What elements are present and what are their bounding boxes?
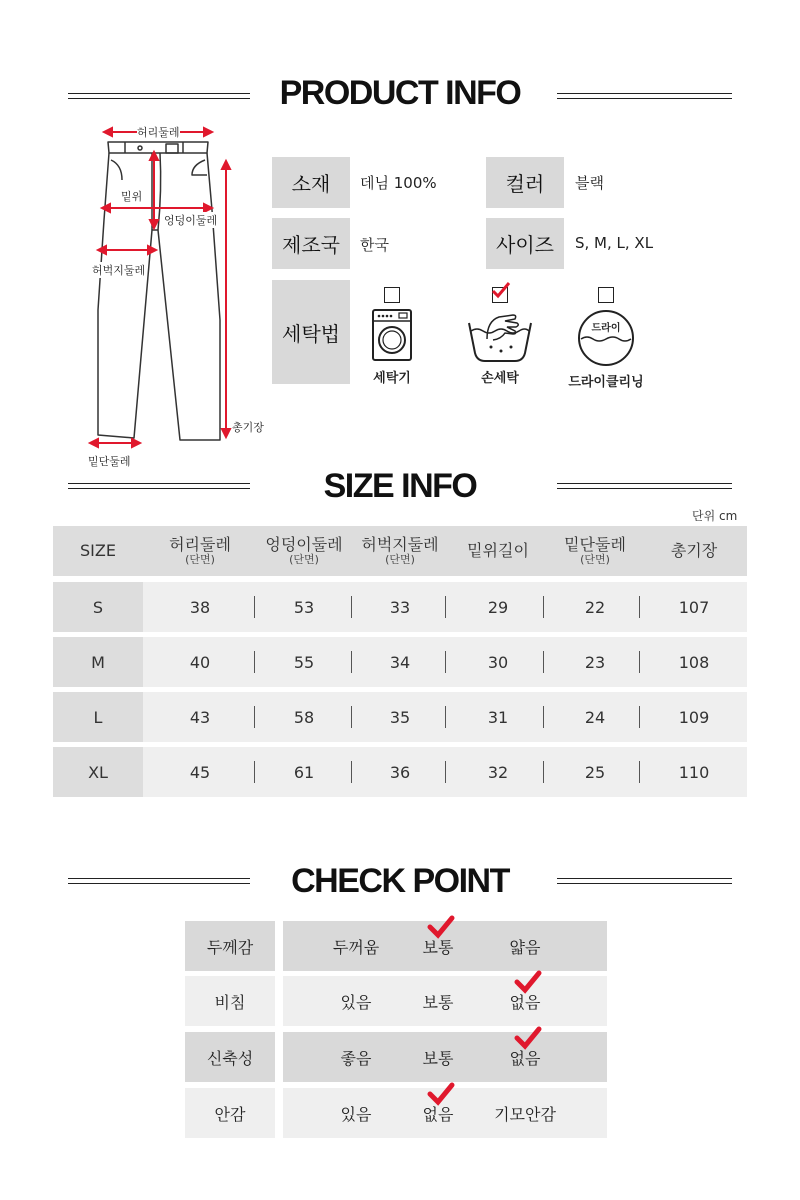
header-size: SIZE [80,541,116,560]
value-cell: 22 [584,597,606,617]
header-waist: 허리둘레 (단면) [169,535,231,566]
wash-method-label: 세탁법 [272,280,350,384]
wash-option-hand [450,287,550,386]
checkbox-icon [598,287,614,303]
wash-option-dry [556,287,656,390]
column-divider [351,761,352,783]
value-cell: 36 [389,762,411,782]
check-point-option: 기모안감 [494,1104,556,1124]
size-value: S, M, L, XL [575,234,654,252]
table-row [53,582,747,632]
value-cell: 34 [389,652,411,672]
value-cell: 24 [584,707,606,727]
value-cell: 29 [487,597,509,617]
country-label: 제조국 [272,218,350,269]
check-point-label: 안감 [185,1088,275,1138]
column-divider [254,651,255,673]
check-point-options [283,921,607,971]
hem-label: 밑단둘레 [88,455,131,468]
title-rule-right [557,483,732,489]
country-value: 한국 [360,236,389,254]
check-point-options [283,1032,607,1082]
table-row [53,747,747,797]
waist-label: 허리둘레 [137,126,180,139]
header-hem: 밑단둘레 (단면) [564,535,626,566]
value-cell: 53 [293,597,315,617]
column-divider [351,651,352,673]
check-point-title: CHECK POINT [291,862,509,900]
size-cell: L [53,692,143,742]
value-cell: 40 [189,652,211,672]
header-thigh: 허벅지둘레 (단면) [361,535,439,566]
check-mark-icon [427,915,455,939]
size-cell: S [53,582,143,632]
size-cell: XL [53,747,143,797]
material-value: 데님 100% [360,174,437,192]
product-info-title: PRODUCT INFO [279,74,521,112]
unit-label: 단위 cm [692,509,738,523]
color-label: 컬러 [486,157,564,208]
column-divider [445,761,446,783]
value-cell: 107 [678,597,710,617]
header-rise: 밑위길이 [467,541,529,560]
washing-machine-icon [370,307,414,363]
size-table-header [53,526,747,576]
check-point-options [283,1088,607,1138]
check-point-option: 있음 [340,1104,372,1124]
check-mark-icon [514,1026,542,1050]
column-divider [445,706,446,728]
checkbox-icon [384,287,400,303]
value-cell: 109 [678,707,710,727]
value-cell: 38 [189,597,211,617]
column-divider [351,706,352,728]
header-total-length: 총기장 [670,541,718,560]
header-hip: 엉덩이둘레 (단면) [265,535,343,566]
column-divider [445,651,446,673]
check-mark-icon [427,1082,455,1106]
total-length-label: 총기장 [232,421,264,434]
value-cell: 25 [584,762,606,782]
column-divider [254,706,255,728]
value-cell: 30 [487,652,509,672]
check-point-option: 보통 [422,992,454,1012]
material-label: 소재 [272,157,350,208]
dry-clean-icon [573,305,639,367]
title-rule-right [557,93,732,99]
value-cell: 58 [293,707,315,727]
wash-option-label: 드라이클리닝 [568,375,644,390]
value-cell: 32 [487,762,509,782]
column-divider [543,761,544,783]
check-point-option: 없음 [509,992,541,1012]
hand-wash-icon [465,307,535,363]
column-divider [543,651,544,673]
column-divider [639,596,640,618]
value-cell: 45 [189,762,211,782]
check-point-option: 보통 [422,937,454,957]
value-cell: 23 [584,652,606,672]
color-value: 블랙 [575,174,604,192]
check-mark-icon [514,970,542,994]
table-row [53,637,747,687]
size-label: 사이즈 [486,218,564,269]
column-divider [254,761,255,783]
thigh-label: 허벅지둘레 [92,264,146,277]
column-divider [639,706,640,728]
column-divider [445,596,446,618]
check-point-option: 없음 [509,1048,541,1068]
value-cell: 55 [293,652,315,672]
value-cell: 108 [678,652,710,672]
wash-option-label: 세탁기 [373,371,411,386]
wash-option-machine [342,287,442,386]
column-divider [254,596,255,618]
value-cell: 33 [389,597,411,617]
check-point-label: 두께감 [185,921,275,971]
check-point-options [283,976,607,1026]
size-info-title: SIZE INFO [323,467,477,505]
checkbox-checked-icon [492,287,508,303]
pants-diagram [80,120,270,470]
value-cell: 61 [293,762,315,782]
value-cell: 35 [389,707,411,727]
title-rule-right [557,878,732,884]
value-cell: 31 [487,707,509,727]
check-point-option: 없음 [422,1104,454,1124]
column-divider [543,596,544,618]
column-divider [351,596,352,618]
check-point-option: 좋음 [340,1048,372,1068]
table-row [53,692,747,742]
value-cell: 110 [678,762,710,782]
wash-option-label: 손세탁 [481,371,519,386]
column-divider [639,761,640,783]
column-divider [543,706,544,728]
dry-badge-text: 드라이 [591,323,621,334]
check-point-label: 비침 [185,976,275,1026]
value-cell: 43 [189,707,211,727]
check-point-option: 보통 [422,1048,454,1068]
hip-label: 엉덩이둘레 [164,214,218,227]
check-point-option: 두꺼움 [332,937,380,957]
size-cell: M [53,637,143,687]
rise-label: 밑위 [121,190,143,203]
column-divider [639,651,640,673]
check-point-label: 신축성 [185,1032,275,1082]
check-point-option: 얇음 [509,937,541,957]
check-point-option: 있음 [340,992,372,1012]
